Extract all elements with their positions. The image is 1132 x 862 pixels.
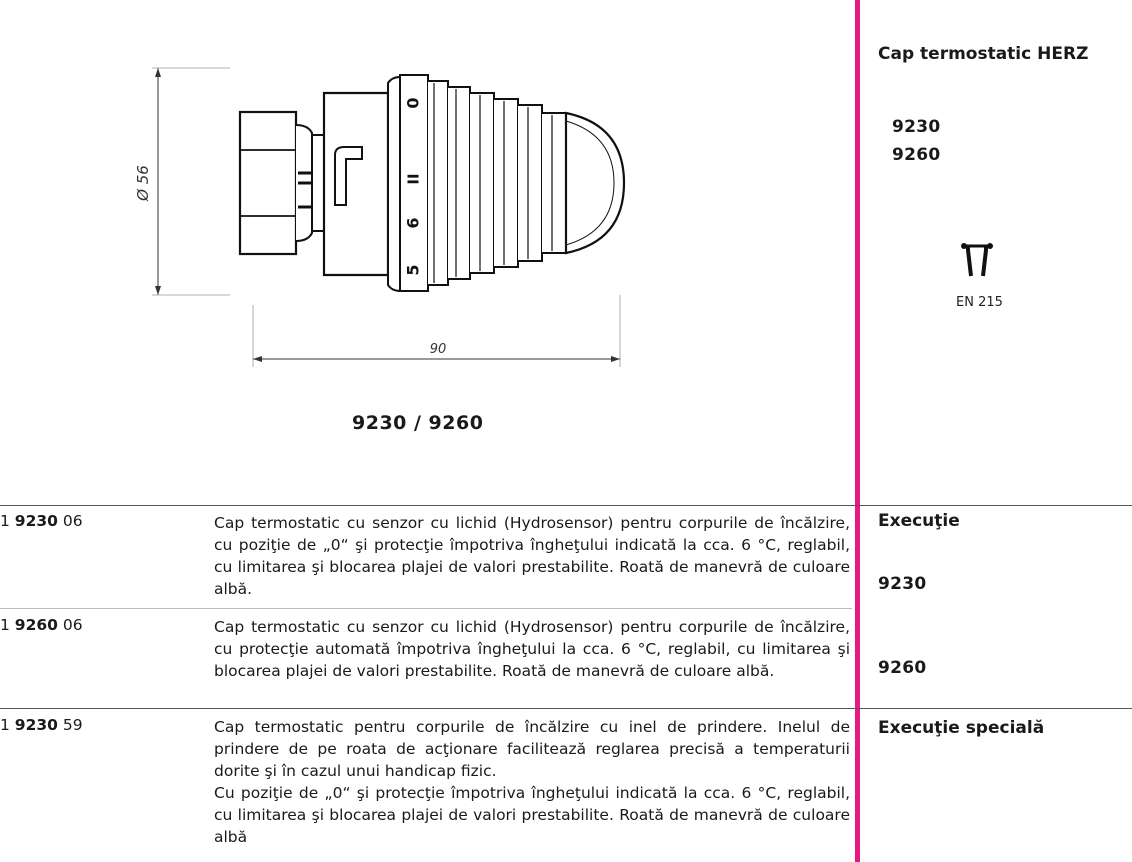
thermostat-head-drawing (130, 55, 650, 385)
article-suffix: 06 (57, 512, 83, 530)
vertical-accent-rule (855, 0, 860, 862)
special-execution-heading: Execuţie specială (878, 718, 1045, 738)
article-prefix: 1 (0, 716, 15, 734)
description-text: Cap termostatic pentru corpurile de încălzire cu inel de prindere. Inelul de prindere de pe roata de acţionare facilitează reglarea precisă a temperaturii dorite şi în cazul unui handicap fizic. (214, 718, 850, 780)
article-prefix: 1 (0, 616, 15, 634)
en215-label: EN 215 (956, 295, 1003, 310)
article-code: 9230 (14, 512, 58, 530)
en215-certification (950, 240, 1030, 312)
description-row-3 (214, 716, 850, 848)
description-text: Cap termostatic cu senzor cu lichid (Hydrosensor) pentru corpurile de încălzire, cu protecţie automată împotriva îngheţului la cca. 6 °C, reglabil, cu limitarea şi blocarea plajei de valori prestabilite. Roată de manevră de culoare albă. (214, 618, 850, 680)
article-code: 9230 (14, 716, 58, 734)
product-title: Cap termostatic HERZ (878, 44, 1089, 64)
dial-mark-0: 0 (403, 97, 423, 109)
dial-mark-ii: II (404, 173, 423, 185)
drawing-caption: 9230 / 9260 (352, 412, 484, 434)
dim-diameter-label: Ø 56 (134, 165, 152, 201)
header-code-9260: 9260 (892, 145, 941, 165)
product-drawing (130, 55, 650, 385)
row-divider-thin-left (0, 608, 852, 609)
article-suffix: 06 (57, 616, 83, 634)
article-code: 9260 (14, 616, 58, 634)
description-text: Cap termostatic cu senzor cu lichid (Hydrosensor) pentru corpurile de încălzire, cu poziţie de „0“ şi protecţie împotriva îngheţului indicată la cca. 6 °C, reglabil, cu limitarea şi blocarea plajei de valori prestabilite. Roată de manevră de culoare albă. (214, 514, 850, 598)
execution-heading: Execuţie (878, 511, 960, 531)
execution-code-9260: 9260 (878, 658, 927, 678)
description-row-1 (214, 512, 850, 600)
article-number-row-1 (0, 512, 83, 530)
article-number-row-3 (0, 716, 83, 734)
dim-length-label: 90 (429, 342, 447, 357)
article-prefix: 1 (0, 512, 15, 530)
dial-mark-6: 6 (403, 217, 423, 229)
row-divider (0, 708, 1132, 709)
dial-mark-5: 5 (403, 264, 423, 276)
execution-code-9230: 9230 (878, 574, 927, 594)
description-text-continued: Cu poziţie de „0“ şi protecţie împotriva îngheţului indicată la cca. 6 °C, reglabil, cu limitarea şi blocarea plajei de valori prestabilite. Roată de manevră de culoare albă (214, 784, 850, 846)
header-code-9230: 9230 (892, 117, 941, 137)
article-suffix: 59 (57, 716, 83, 734)
en215-mark-icon (950, 240, 1030, 312)
description-row-2 (214, 616, 850, 682)
table-top-divider (0, 505, 1132, 506)
article-number-row-2 (0, 616, 83, 634)
